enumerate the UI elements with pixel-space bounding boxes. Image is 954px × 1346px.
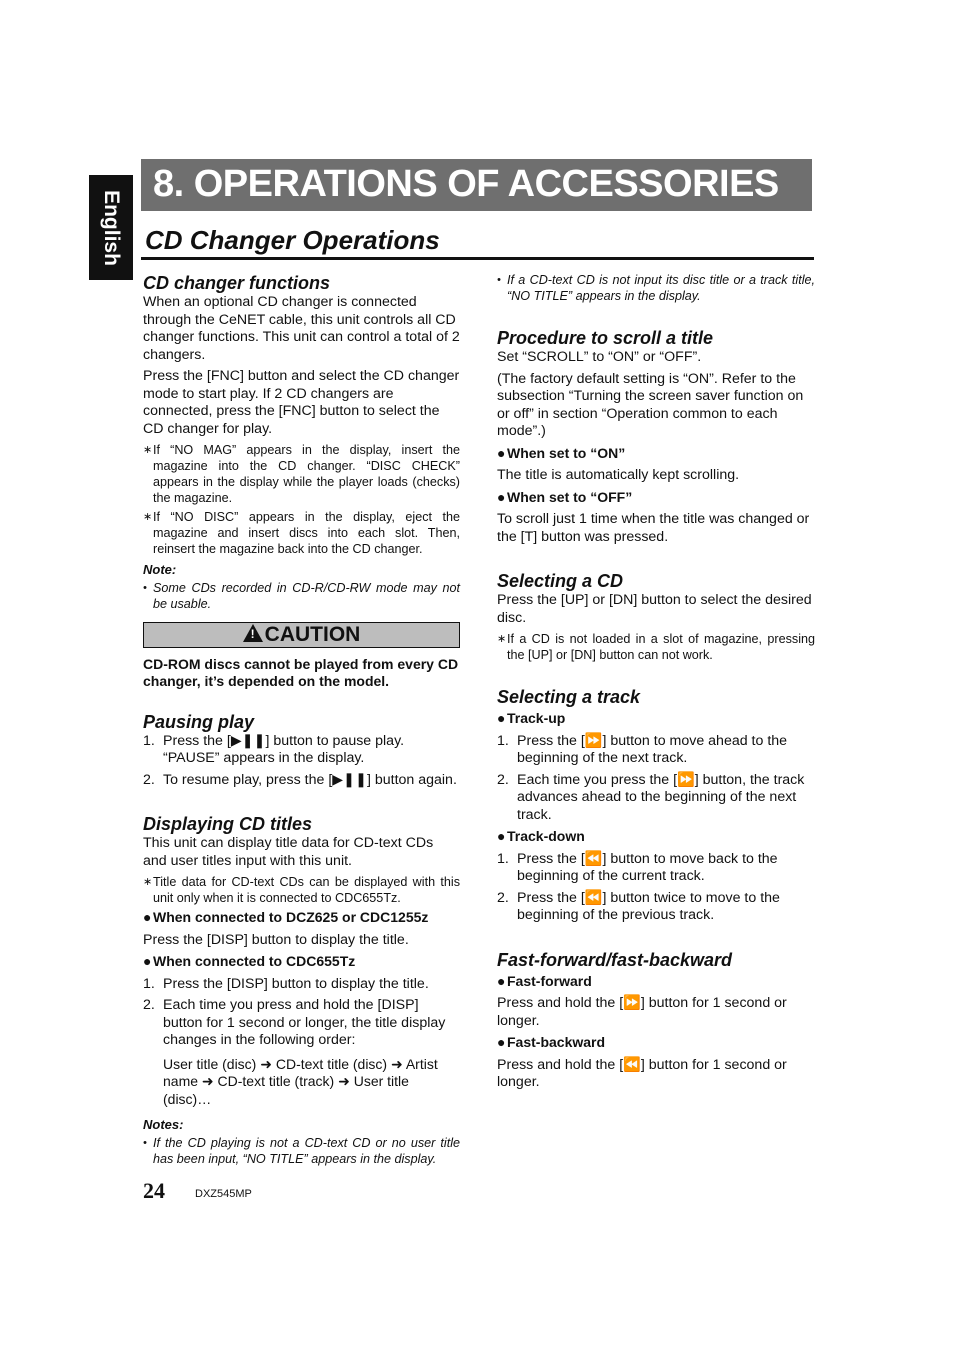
language-tab — [89, 175, 133, 280]
select-track-heading: Selecting a track — [497, 687, 641, 707]
ff-text: Press and hold the [⏩] button for 1 second or longer. — [497, 995, 787, 1029]
condition-label: ● Track-up — [497, 710, 566, 726]
list-item: 1. Press the [DISP] button to display the title. — [143, 976, 460, 994]
functions-star1: If “NO MAG” appears in the display, insert the magazine into the CD changer. “DISC CHECK” appears in the display while the player loads (checks) the magazine. — [153, 443, 460, 505]
scroll-off-label: When set to “OFF” — [507, 488, 633, 505]
page-number: 24 — [143, 1178, 165, 1203]
scroll-on-label: When set to “ON” — [507, 444, 626, 461]
titles-step-2: Each time you press and hold the [DISP] button for 1 second or longer, the title display changes in the following order: — [163, 997, 446, 1048]
list-item: 1. Press the [⏪] button to move back to the beginning of the current track. — [497, 851, 815, 886]
cond1-text: Press the [DISP] button to display the title. — [143, 931, 409, 948]
functions-star-note: ∗ If “NO MAG” appears in the display, insert the magazine into the CD changer. “DISC CHECK” appears in the display while the player loads (checks) the magazine. — [143, 443, 460, 505]
titles-note-2: If a CD-text CD is not input its disc title or a track title, “NO TITLE” appears in the display. — [507, 273, 815, 303]
fb-text: Press and hold the [⏪] button for 1 second or longer. — [497, 1056, 787, 1090]
scroll-heading: Procedure to scroll a title — [497, 328, 714, 348]
functions-star-note: ∗ If “NO DISC” appears in the display, eject the magazine and insert discs into each slot. Then, reinsert the magazine back into the CD changer. — [143, 510, 460, 556]
caution-label: CAUTION — [264, 622, 361, 646]
condition-label: ● When set to “OFF” — [497, 488, 633, 505]
condition-label: ● Fast-forward — [497, 972, 592, 989]
warning-icon: ! — [243, 624, 263, 642]
ff-label: Fast-forward — [507, 972, 592, 989]
scroll-off-text: To scroll just 1 time when the title was changed or the [T] button was pressed. — [497, 511, 810, 545]
fb-label: Fast-backward — [507, 1034, 606, 1050]
track-down-label: Track-down — [507, 828, 585, 844]
section-title: CD Changer Operations — [145, 225, 440, 255]
condition-label: ● When set to “ON” — [497, 444, 626, 461]
ffb-heading: Fast-forward/fast-backward — [497, 949, 733, 970]
cond1-label: When connected to DCZ625 or CDC1255z — [153, 909, 429, 925]
note-text: Some CDs recorded in CD-R/CD-RW mode may not be usable. — [153, 580, 460, 611]
track-down-step-2: Press the [⏪] button twice to move to the beginning of the previous track. — [517, 889, 780, 923]
track-up-label: Track-up — [507, 710, 566, 726]
list-item: 2. Press the [⏪] button twice to move to the beginning of the previous track. — [497, 890, 815, 925]
caution-box — [143, 622, 460, 648]
title-sequence: User title (disc) ➜ CD-text title (disc) ➜ Artist name ➜ CD-text title (track) ➜ User title (disc)… — [163, 1055, 438, 1107]
track-up-step-2: Each time you press the [⏩] button, the track advances ahead to the beginning of the next track. — [517, 771, 805, 823]
note-item: • If the CD playing is not a CD-text CD or no user title has been input, “NO TITLE” appears in the display. — [143, 1135, 460, 1166]
select-cd-p1: Press the [UP] or [DN] button to select the desired disc. — [497, 592, 812, 626]
functions-star2: If “NO DISC” appears in the display, eject the magazine and insert discs into each slot. Then, reinsert the magazine back into the CD changer. — [153, 510, 460, 556]
scroll-p1: Set “SCROLL” to “ON” or “OFF”. — [497, 349, 702, 365]
select-cd-heading: Selecting a CD — [497, 571, 624, 591]
track-down-step-1: Press the [⏪] button to move back to the beginning of the current track. — [517, 850, 778, 884]
pausing-step-2: To resume play, press the [▶❚❚] button again. — [163, 771, 457, 788]
list-item: 2. Each time you press the [⏩] button, the track advances ahead to the beginning of the next track. — [497, 772, 815, 825]
titles-step-1: Press the [DISP] button to display the title. — [163, 975, 429, 992]
condition-label: ● Fast-backward — [497, 1034, 606, 1050]
pausing-heading: Pausing play — [143, 711, 255, 732]
titles-heading: Displaying CD titles — [143, 814, 313, 834]
scroll-p2: (The factory default setting is “ON”. Refer to the subsection “Turning the screen saver function on or off” in section “Operation common to each mode”.) — [497, 370, 804, 439]
caution-text: CD-ROM discs cannot be played from every CD changer, it’s depended on the model. — [143, 655, 459, 689]
titles-star-note: ∗ Title data for CD-text CDs can be displayed with this unit only when it is connected to CDC655Tz. — [143, 875, 460, 905]
condition-label: ● When connected to CDC655Tz — [143, 953, 356, 969]
titles-note-1: If the CD playing is not a CD-text CD or no user title has been input, “NO TITLE” appears in the display. — [153, 1135, 460, 1166]
functions-heading: CD changer functions — [143, 273, 331, 293]
note-item: • If a CD-text CD is not input its disc title or a track title, “NO TITLE” appears in the display. — [497, 273, 815, 303]
model-number: DXZ545MP — [195, 1188, 252, 1200]
list-item: 1. Press the [▶❚❚] button to pause play. “PAUSE” appears in the display. — [143, 733, 460, 768]
list-item: 2. To resume play, press the [▶❚❚] button again. — [143, 772, 460, 790]
note-item: • Some CDs recorded in CD-R/CD-RW mode may not be usable. — [143, 580, 460, 611]
functions-p2: Press the [FNC] button and select the CD changer mode to start play. If 2 CD changers are connected, press the [FNC] button to select the CD changer for play. — [143, 368, 460, 437]
section-rule — [141, 257, 814, 260]
scroll-on-text: The title is automatically kept scrolling. — [497, 467, 740, 483]
titles-star: Title data for CD-text CDs can be displayed with this unit only when it is connected to CDC655Tz. — [153, 875, 460, 905]
chapter-title: 8. OPERATIONS OF ACCESSORIES — [153, 163, 779, 205]
list-item: 2. Each time you press and hold the [DISP] button for 1 second or longer, the title display changes in the following order: — [143, 997, 460, 1050]
condition-label: ● Track-down — [497, 828, 585, 844]
functions-p1: When an optional CD changer is connected through the CeNET cable, this unit controls all CD changer functions. This unit can control a total of 2 changers. — [143, 294, 460, 363]
condition-label: ● When connected to DCZ625 or CDC1255z — [143, 909, 429, 925]
note-label: Note: — [143, 562, 177, 577]
select-cd-star: ∗ If a CD is not loaded in a slot of magazine, pressing the [UP] or [DN] button can not work. — [497, 632, 815, 662]
chapter-banner — [141, 159, 812, 211]
pausing-step-1: Press the [▶❚❚] button to pause play. “PAUSE” appears in the display. — [163, 732, 405, 766]
left-column — [143, 272, 460, 1170]
list-item: 1. Press the [⏩] button to move ahead to the beginning of the next track. — [497, 733, 815, 768]
track-up-step-1: Press the [⏩] button to move ahead to the beginning of the next track. — [517, 732, 788, 766]
language-label: English — [100, 189, 123, 266]
select-cd-star-text: If a CD is not loaded in a slot of magazine, pressing the [UP] or [DN] button can not work. — [507, 632, 815, 662]
cond2-label: When connected to CDC655Tz — [153, 953, 356, 969]
notes-label: Notes: — [143, 1117, 184, 1132]
titles-p1: This unit can display title data for CD-text CDs and user titles input with this unit. — [143, 835, 434, 869]
right-column — [497, 272, 815, 1096]
